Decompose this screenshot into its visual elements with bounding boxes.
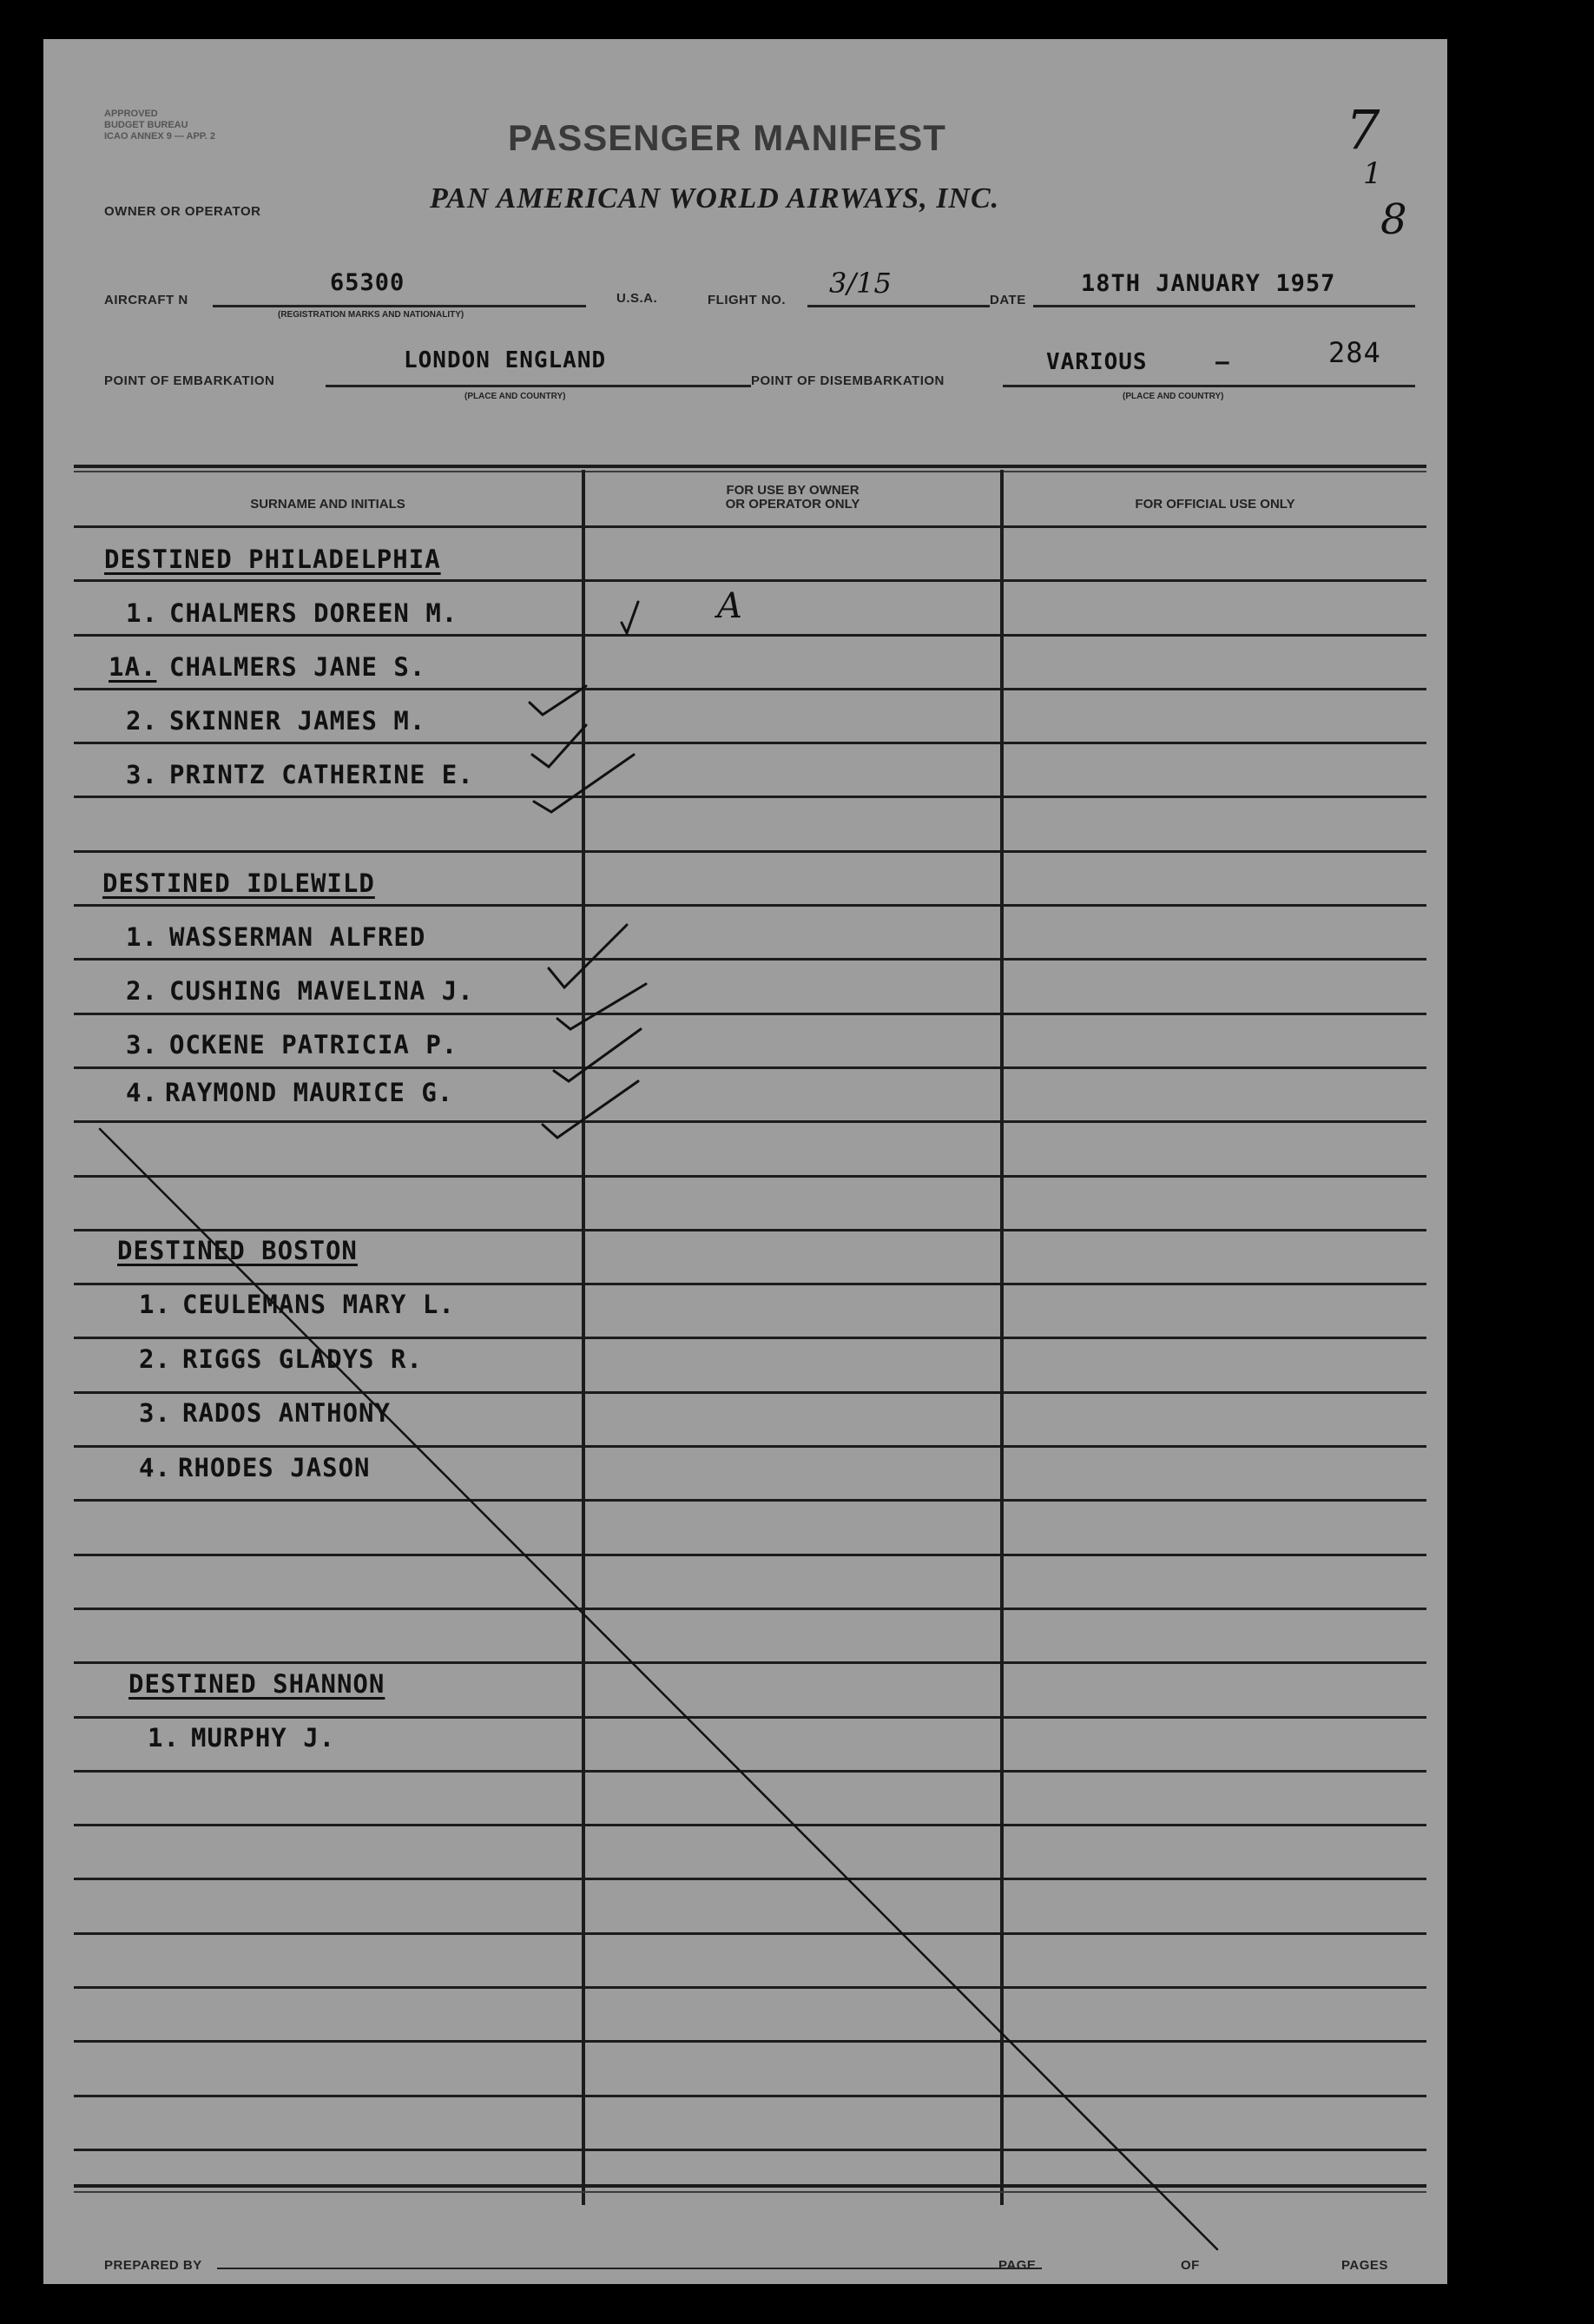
footer-prepared-label: PREPARED BY: [104, 2258, 202, 2273]
manifest-number: 284: [1328, 336, 1381, 369]
owner-label: OWNER OR OPERATOR: [104, 204, 261, 219]
passenger-name: RADOS ANTHONY: [182, 1398, 391, 1428]
approval-line: BUDGET BUREAU: [104, 120, 188, 130]
check-mark: [549, 925, 627, 987]
passenger-name: CHALMERS DOREEN M.: [169, 598, 458, 628]
entry-number: 1A.: [109, 652, 157, 682]
check-mark: [530, 686, 586, 715]
registration-note: (REGISTRATION MARKS AND NATIONALITY): [278, 310, 464, 320]
header-official-use: FOR OFFICIAL USE ONLY: [1135, 497, 1295, 512]
entry-number: 3.: [139, 1398, 171, 1428]
passenger-name: CHALMERS JANE S.: [169, 652, 426, 682]
passenger-name: SKINNER JAMES M.: [169, 706, 426, 736]
entry-number: 2.: [126, 976, 158, 1006]
flight-value: 3/15: [829, 267, 892, 300]
owner-value: PAN AMERICAN WORLD AIRWAYS, INC.: [430, 182, 1000, 215]
embark-value: LONDON ENGLAND: [404, 347, 607, 373]
passenger-name: CUSHING MAVELINA J.: [169, 976, 474, 1006]
flight-label: FLIGHT NO.: [708, 293, 786, 307]
passenger-name: PRINTZ CATHERINE E.: [169, 760, 474, 789]
disembark-label: POINT OF DISEMBARKATION: [751, 373, 945, 388]
page-mark-mid: 1: [1363, 156, 1382, 191]
entry-number: 4.: [139, 1453, 171, 1482]
cancel-diagonal: [100, 1129, 1217, 2249]
entry-number: 3.: [126, 1030, 158, 1060]
passenger-name: OCKENE PATRICIA P.: [169, 1030, 458, 1060]
footer-of-label: OF: [1181, 2258, 1200, 2273]
usa-label: U.S.A.: [616, 291, 658, 306]
check-mark: [532, 725, 586, 767]
aircraft-label: AIRCRAFT N: [104, 293, 188, 307]
approval-line: ICAO ANNEX 9 — APP. 2: [104, 131, 215, 142]
owner-annotation: A: [717, 586, 742, 626]
check-mark: [534, 755, 634, 812]
header-owner-use-line2: OR OPERATOR ONLY: [725, 497, 860, 512]
footer-pages-label: PAGES: [1341, 2258, 1388, 2273]
entry-number: 1.: [126, 922, 158, 952]
passenger-name: MURPHY J.: [191, 1723, 336, 1753]
group-heading-idlewild: DESTINED IDLEWILD: [102, 868, 375, 898]
group-heading-shannon: DESTINED SHANNON: [128, 1669, 385, 1699]
passenger-name: RAYMOND MAURICE G.: [165, 1078, 454, 1107]
page-mark-bottom: 8: [1380, 195, 1407, 244]
disembark-dash: –: [1215, 349, 1230, 375]
header-owner-use-line1: FOR USE BY OWNER: [726, 483, 860, 498]
header-surname: SURNAME AND INITIALS: [250, 497, 405, 512]
embark-label: POINT OF EMBARKATION: [104, 373, 275, 388]
entry-number: 3.: [126, 760, 158, 789]
passenger-name: WASSERMAN ALFRED: [169, 922, 426, 952]
check-mark: [557, 984, 646, 1029]
footer-page-label: PAGE: [998, 2258, 1037, 2273]
handwriting-overlay: [43, 39, 1447, 2284]
entry-number: 1.: [139, 1290, 171, 1319]
passenger-name: CEULEMANS MARY L.: [182, 1290, 455, 1319]
date-value: 18TH JANUARY 1957: [1081, 270, 1336, 297]
place-note-2: (PLACE AND COUNTRY): [1123, 392, 1224, 401]
date-label: DATE: [990, 293, 1026, 307]
entry-number: 2.: [126, 706, 158, 736]
check-mark: [622, 602, 638, 633]
page-mark-top: 7: [1346, 98, 1380, 162]
entry-number: 1.: [126, 598, 158, 628]
entry-number: 1.: [148, 1723, 180, 1753]
passenger-name: RIGGS GLADYS R.: [182, 1344, 423, 1374]
group-heading-boston: DESTINED BOSTON: [117, 1236, 358, 1265]
passenger-name: RHODES JASON: [178, 1453, 371, 1482]
aircraft-value: 65300: [330, 269, 405, 296]
disembark-value: VARIOUS: [1046, 349, 1148, 375]
approval-line: APPROVED: [104, 109, 158, 119]
place-note-1: (PLACE AND COUNTRY): [464, 392, 566, 401]
check-mark: [554, 1029, 641, 1081]
form-title: PASSENGER MANIFEST: [508, 117, 946, 158]
entry-number: 4.: [126, 1078, 158, 1107]
manifest-sheet: [43, 39, 1447, 2284]
group-heading-philadelphia: DESTINED PHILADELPHIA: [104, 545, 441, 574]
entry-number: 2.: [139, 1344, 171, 1374]
check-mark: [543, 1081, 638, 1138]
